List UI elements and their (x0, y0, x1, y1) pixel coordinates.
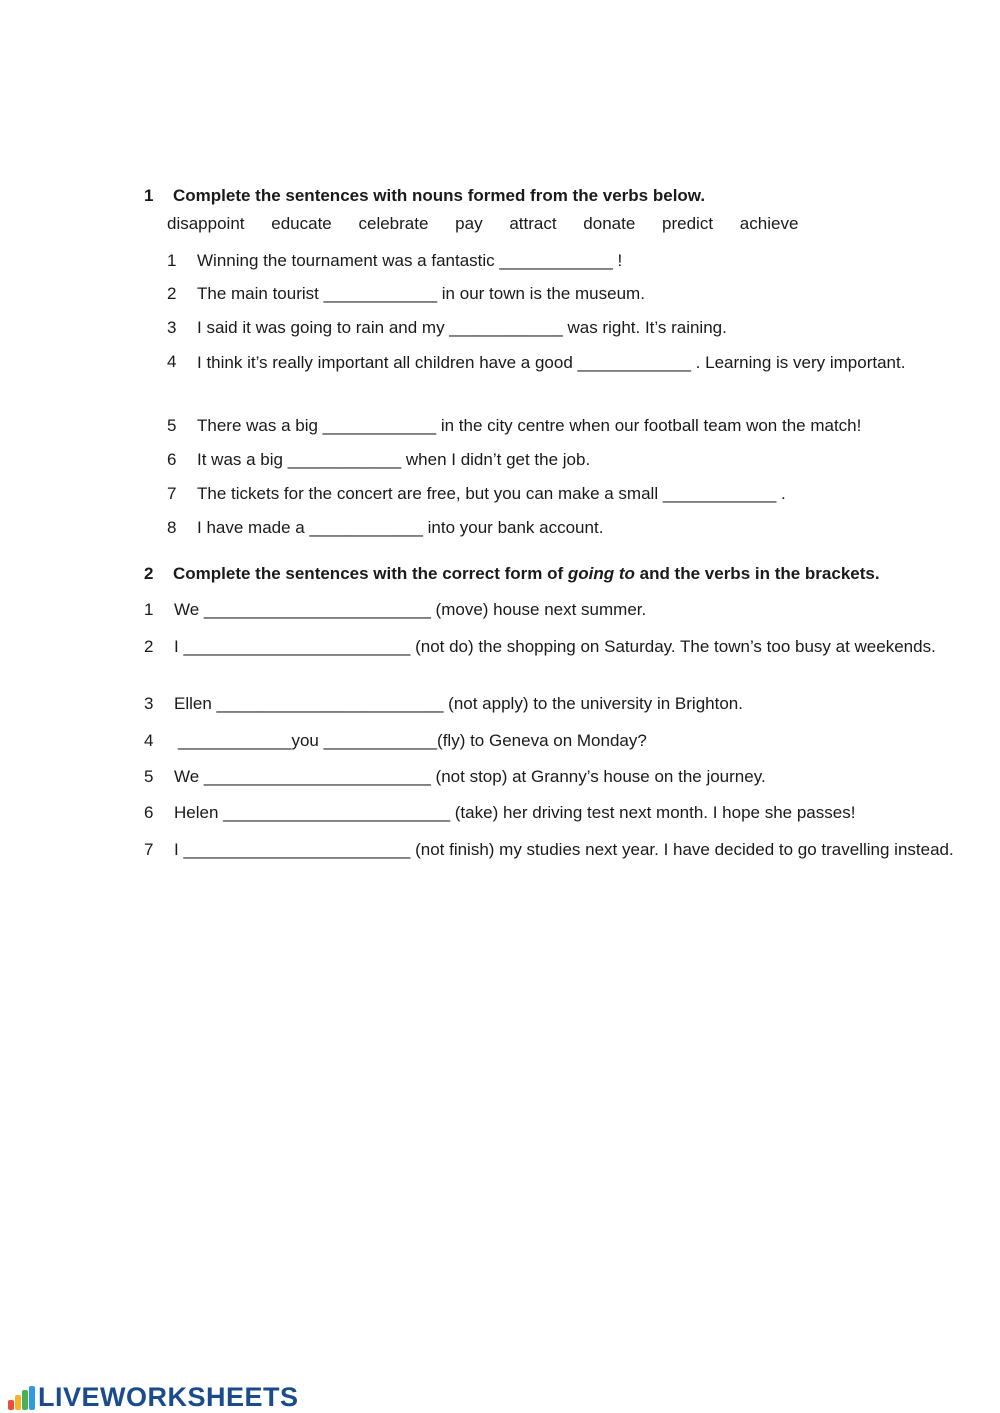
exercise-2-title: 2 Complete the sentences with the correct form of going to and the verbs in the brackets. (144, 564, 880, 583)
word-bank-item: achieve (739, 214, 799, 233)
word-bank-item: celebrate (358, 214, 429, 233)
sentence-text: I have made a ____________ into your bank account. (197, 518, 604, 537)
sentence-text: Ellen ________________________ (not apply) to the university in Brighton. (174, 694, 743, 713)
exercise-1-title: 1 Complete the sentences with nouns formed from the verbs below. (144, 186, 706, 205)
logo-text: LIVEWORKSHEETS (38, 1382, 299, 1412)
sentence-text: There was a big ____________ in the city centre when our football team won the match! (197, 416, 862, 435)
word-bank-item: attract (509, 214, 557, 233)
sentence-text: I ________________________ (not do) the shopping on Saturday. The town’s too busy at weekends. (174, 637, 936, 656)
sentence-text: Helen ________________________ (take) her driving test next month. I hope she passes! (174, 803, 856, 822)
word-bank (167, 214, 820, 234)
word-bank-item: pay (455, 214, 483, 233)
sentence-text: We ________________________ (not stop) at Granny’s house on the journey. (174, 767, 766, 786)
sentence-text: The main tourist ____________ in our town is the museum. (197, 284, 645, 303)
sentence-text: We ________________________ (move) house next summer. (174, 600, 647, 619)
liveworksheets-logo (8, 1382, 299, 1413)
exercise-1-instruction: Complete the sentences with nouns formed from the verbs below. (173, 186, 706, 205)
sentence-text: Winning the tournament was a fantastic ____________ ! (197, 251, 623, 270)
sentence-text: I think it’s really important all children have a good ____________ . Learning is very important. (197, 353, 906, 372)
liveworksheets-logo-icon (8, 1386, 36, 1410)
sentence-text: It was a big ____________ when I didn’t get the job. (197, 450, 591, 469)
word-bank-item: predict (662, 214, 714, 233)
word-bank-item: donate (583, 214, 636, 233)
sentence-text: ____________you ____________(fly) to Geneva on Monday? (178, 731, 647, 750)
word-bank-item: educate (271, 214, 332, 233)
sentence-text: The tickets for the concert are free, but you can make a small ____________ . (197, 484, 786, 503)
sentence-text: I ________________________ (not finish) my studies next year. I have decided to go travelling instead. (174, 840, 954, 859)
word-bank-item: disappoint (167, 214, 245, 233)
sentence-text: I said it was going to rain and my ____________ was right. It’s raining. (197, 318, 727, 337)
